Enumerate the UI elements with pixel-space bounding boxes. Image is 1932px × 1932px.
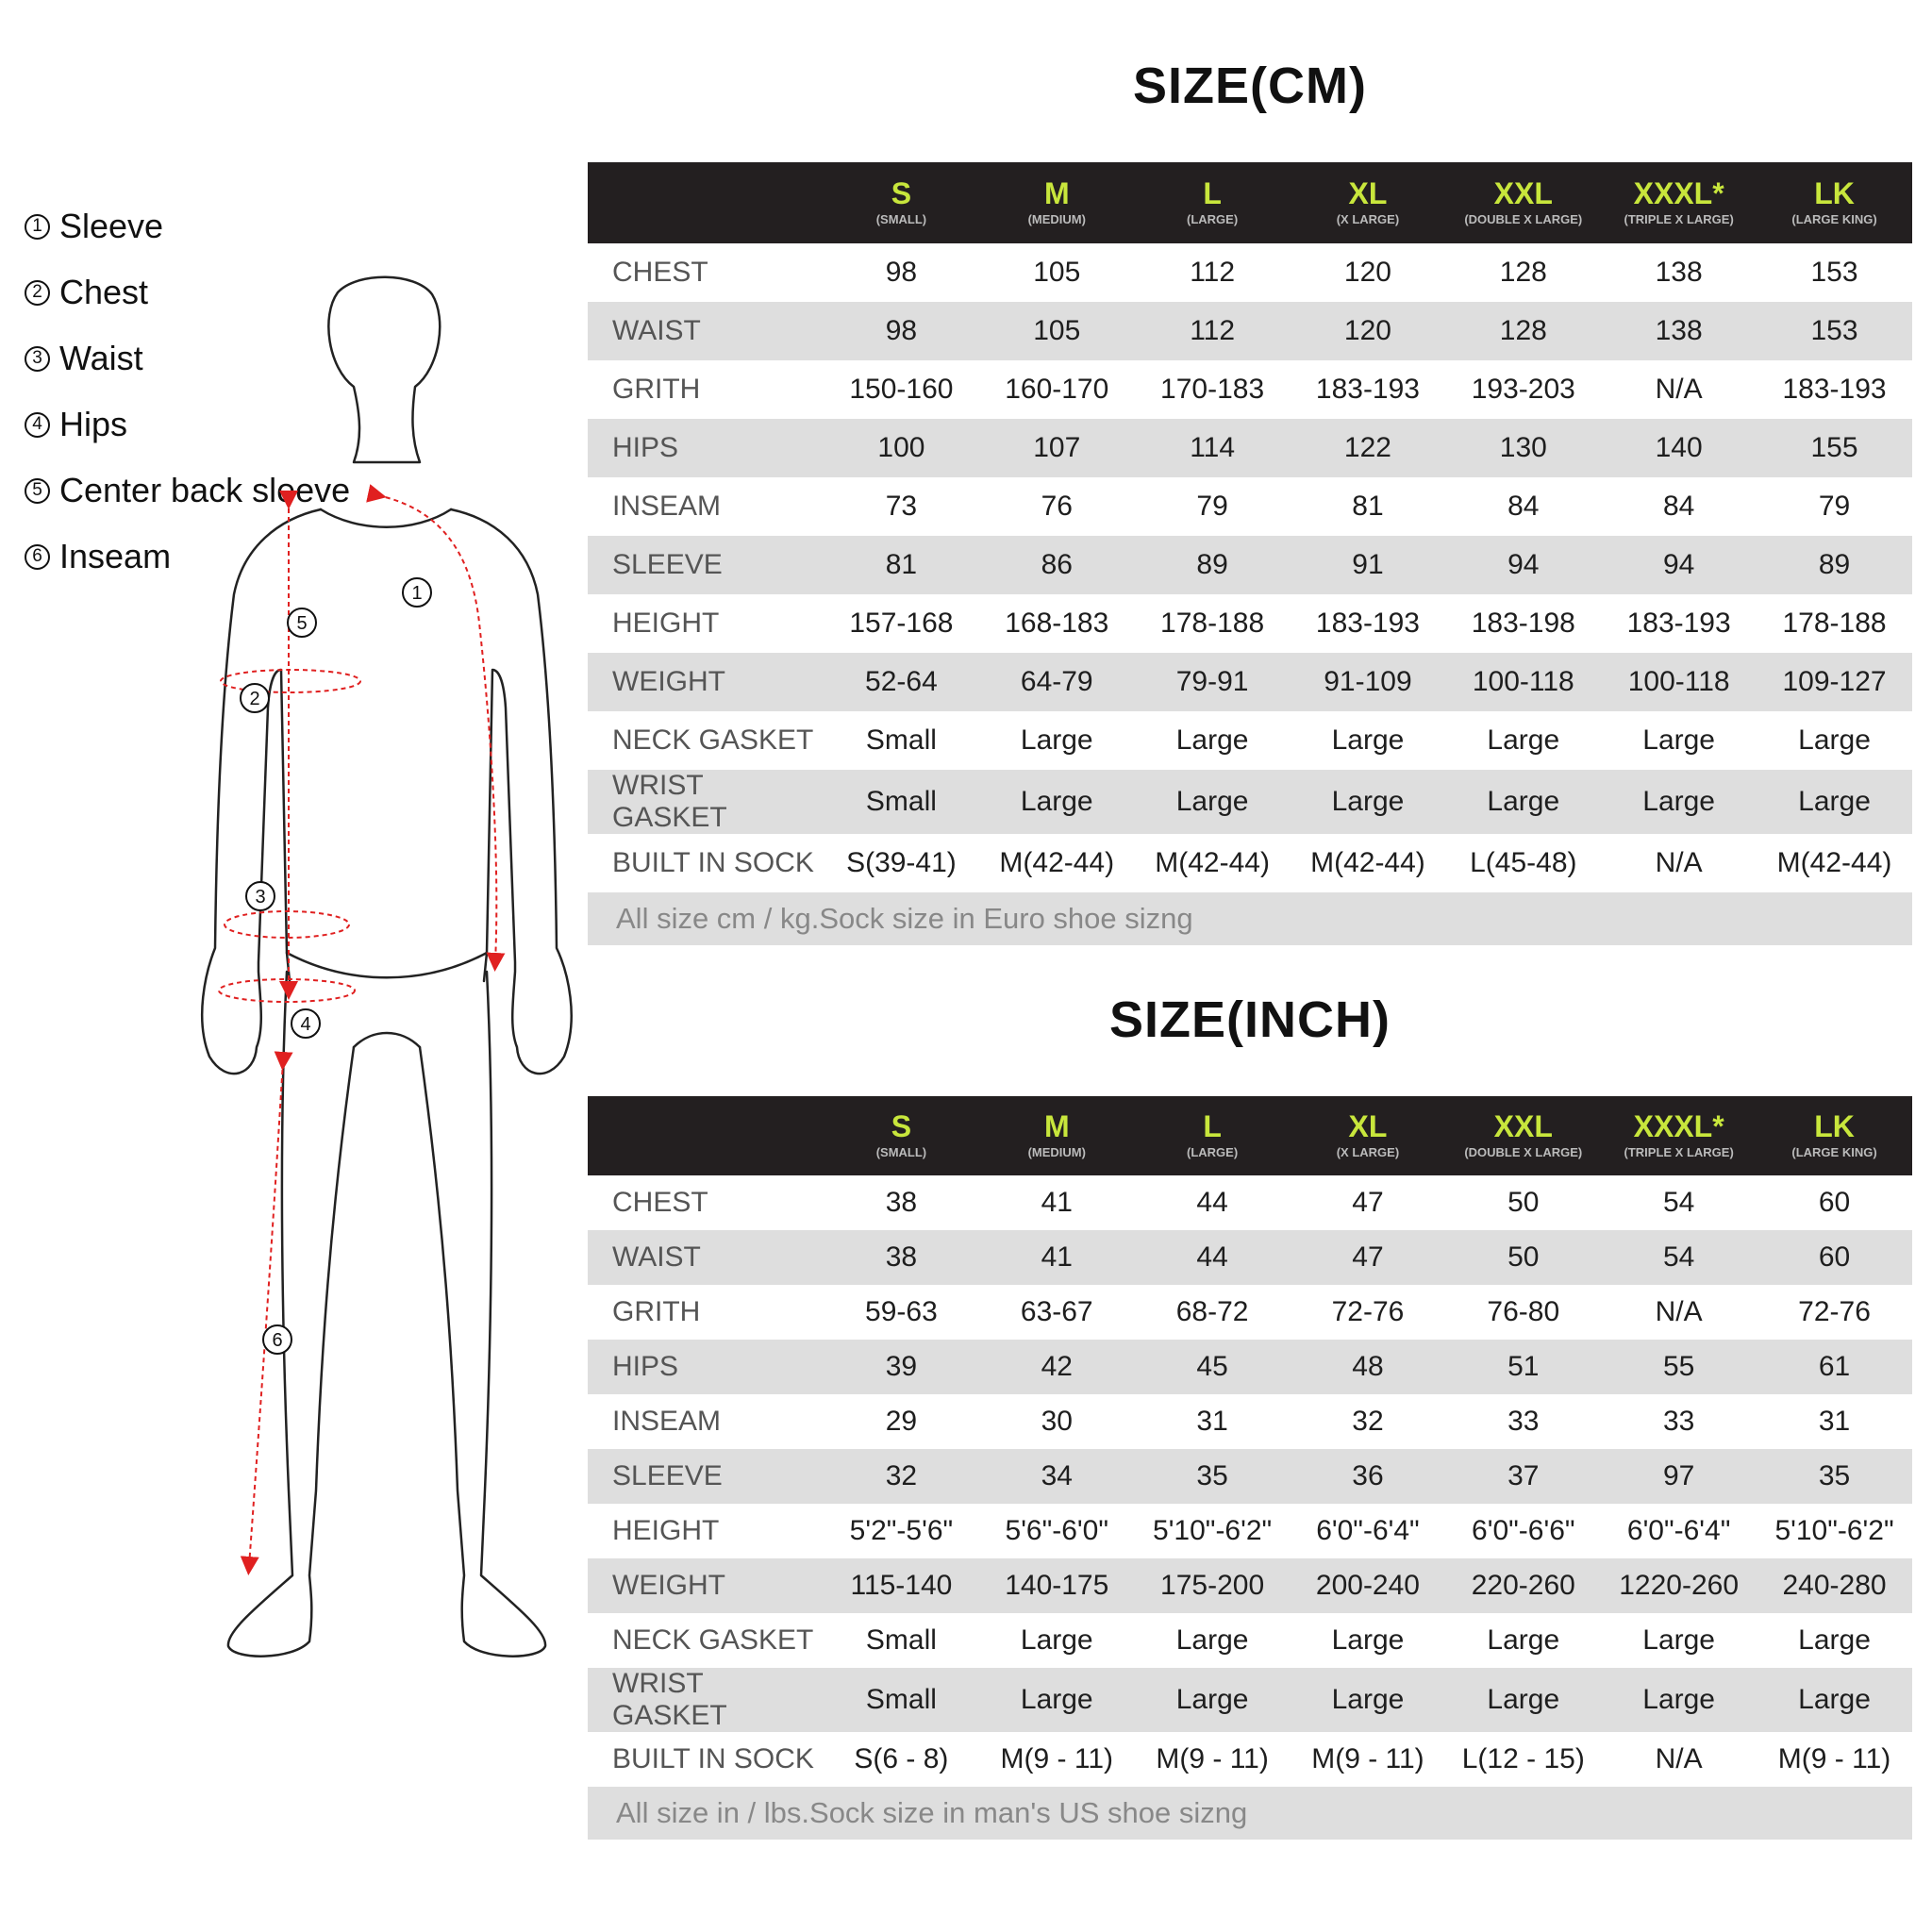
table-cell: 112 — [1190, 257, 1236, 288]
table-cell: 59-63 — [865, 1296, 938, 1327]
size-inch-title: SIZE(INCH) — [1109, 991, 1391, 1048]
size-name: (DOUBLE X LARGE) — [1464, 1145, 1583, 1159]
table-cell: 72-76 — [1331, 1296, 1405, 1327]
table-cell: 200-240 — [1291, 1558, 1446, 1613]
row-label: SLEEVE — [588, 1449, 824, 1504]
table-cell: 54 — [1662, 1187, 1695, 1218]
table-cell: Large — [1487, 1624, 1560, 1656]
size-header-cell — [824, 1096, 979, 1175]
table-cell: N/A — [1655, 1743, 1703, 1774]
table-row — [588, 1732, 1912, 1787]
row-label: WRIST GASKET — [588, 770, 824, 834]
table-note: All size in / lbs.Sock size in man's US shoe sizng — [588, 1787, 1912, 1840]
table-row — [588, 1175, 1912, 1230]
table-cell: 183-193 — [1315, 608, 1420, 639]
table-cell: 35 — [1135, 1449, 1291, 1504]
row-label: CHEST — [612, 257, 708, 288]
table-cell: 79-91 — [1135, 653, 1291, 711]
table-cell: 91-109 — [1291, 653, 1446, 711]
table-cell: M(42-44) — [1776, 847, 1892, 878]
size-cm-table — [588, 162, 1912, 945]
table-cell: N/A — [1655, 374, 1703, 405]
table-cell: 105 — [1033, 257, 1081, 288]
size-name: (X LARGE) — [1336, 1145, 1400, 1159]
legend-label: Chest — [59, 273, 149, 311]
table-cell: 160-170 — [1005, 374, 1109, 405]
table-cell: Small — [824, 1668, 979, 1732]
size-name: (LARGE KING) — [1791, 212, 1877, 226]
table-cell: Large — [1487, 724, 1560, 756]
table-row — [588, 302, 1912, 360]
table-cell: 120 — [1343, 257, 1391, 288]
table-cell: Large — [1020, 1624, 1093, 1656]
row-label: GRITH — [612, 374, 701, 405]
table-cell: 140 — [1601, 419, 1757, 477]
table-cell: 29 — [885, 1406, 918, 1437]
row-label: HIPS — [588, 1340, 824, 1394]
table-cell: 76-80 — [1487, 1296, 1560, 1327]
row-label: HEIGHT — [612, 608, 720, 639]
table-row — [588, 1449, 1912, 1504]
size-header-cell — [1445, 162, 1601, 243]
legend-number: 5 — [25, 478, 50, 504]
table-cell: 128 — [1445, 302, 1601, 360]
row-label: INSEAM — [612, 1406, 722, 1437]
table-cell: 51 — [1445, 1340, 1601, 1394]
size-header-cell — [1135, 1096, 1291, 1175]
table-cell: 183-193 — [1782, 374, 1887, 405]
row-label: NECK GASKET — [612, 724, 814, 756]
table-cell: 94 — [1601, 536, 1757, 594]
size-header-cell — [1757, 162, 1912, 243]
table-cell: N/A — [1655, 1296, 1703, 1327]
table-cell: M(9 - 11) — [1000, 1743, 1113, 1774]
table-cell: Large — [1757, 770, 1912, 834]
table-cell: 170-183 — [1160, 374, 1265, 405]
table-cell: 50 — [1507, 1187, 1540, 1218]
legend-number: 6 — [25, 544, 50, 570]
row-label: BUILT IN SOCK — [612, 847, 814, 878]
table-row — [588, 1613, 1912, 1668]
row-label: HEIGHT — [612, 1515, 720, 1546]
size-name: (SMALL) — [875, 1145, 927, 1159]
leg-left-outline — [228, 972, 354, 1657]
inseam-measure-line — [249, 1061, 283, 1566]
table-cell: 140-175 — [979, 1558, 1135, 1613]
svg-text:6: 6 — [272, 1330, 283, 1351]
table-cell: 60 — [1757, 1230, 1912, 1285]
legend-label: Inseam — [59, 537, 172, 575]
header-blank-cell — [588, 162, 824, 243]
table-cell: 31 — [1818, 1406, 1851, 1437]
size-name: (LARGE) — [1187, 212, 1239, 226]
table-cell: 115-140 — [824, 1558, 979, 1613]
table-note-row — [588, 892, 1912, 945]
table-note-row — [588, 1787, 1912, 1840]
table-cell: 6'0"-6'4" — [1626, 1515, 1731, 1546]
table-row — [588, 1504, 1912, 1558]
table-cell: Large — [1291, 770, 1446, 834]
table-row — [588, 1668, 1912, 1732]
table-cell: 44 — [1135, 1230, 1291, 1285]
legend-label: Waist — [59, 339, 143, 377]
leg-right-outline — [420, 972, 545, 1657]
table-cell: 44 — [1196, 1187, 1228, 1218]
table-cell: 5'6"-6'0" — [1005, 1515, 1108, 1546]
table-cell: M(42-44) — [999, 847, 1115, 878]
size-name: (MEDIUM) — [1027, 1145, 1086, 1159]
row-label: WRIST GASKET — [588, 1668, 824, 1732]
svg-text:4: 4 — [300, 1014, 311, 1035]
table-cell: 240-280 — [1757, 1558, 1912, 1613]
table-cell: 41 — [1041, 1187, 1073, 1218]
size-header-cell — [1291, 1096, 1446, 1175]
marker-2 — [241, 684, 269, 712]
table-cell: Small — [824, 770, 979, 834]
legend-label: Hips — [59, 405, 128, 443]
size-code: L — [1203, 1109, 1222, 1143]
table-cell: Large — [1175, 1624, 1249, 1656]
table-row — [588, 1394, 1912, 1449]
table-cell: 100 — [824, 419, 979, 477]
table-row — [588, 477, 1912, 536]
row-label: GRITH — [612, 1296, 701, 1327]
legend-label: Center back sleeve — [59, 471, 351, 509]
table-cell: 84 — [1507, 491, 1540, 522]
table-cell: 138 — [1601, 302, 1757, 360]
table-cell: 153 — [1757, 302, 1912, 360]
svg-text:3: 3 — [255, 887, 266, 908]
crotch-outline — [354, 1033, 420, 1047]
table-cell: 47 — [1352, 1187, 1384, 1218]
size-header-row — [588, 162, 1912, 243]
body-measurement-figure — [189, 274, 585, 1670]
table-cell: 79 — [1196, 491, 1228, 522]
table-cell: 55 — [1601, 1340, 1757, 1394]
table-cell: 76 — [1041, 491, 1073, 522]
table-cell: 175-200 — [1135, 1558, 1291, 1613]
table-row — [588, 1558, 1912, 1613]
table-note: All size cm / kg.Sock size in Euro shoe sizng — [588, 892, 1912, 945]
table-cell: S(39-41) — [846, 847, 957, 878]
row-label: CHEST — [612, 1187, 708, 1218]
table-cell: Large — [1135, 1668, 1291, 1732]
legend-label: Sleeve — [59, 207, 164, 245]
table-cell: 122 — [1291, 419, 1446, 477]
table-cell: 79 — [1818, 491, 1851, 522]
table-cell: 48 — [1291, 1340, 1446, 1394]
size-name: (TRIPLE X LARGE) — [1624, 1145, 1734, 1159]
legend-number: 3 — [25, 346, 50, 372]
table-cell: Large — [1020, 724, 1093, 756]
table-cell: 81 — [1352, 491, 1384, 522]
table-cell: S(6 - 8) — [854, 1743, 949, 1774]
table-cell: Small — [865, 1624, 937, 1656]
size-cm-title: SIZE(CM) — [1133, 58, 1367, 114]
waist-band — [287, 953, 487, 977]
table-cell: 193-203 — [1471, 374, 1575, 405]
table-cell: 1220-260 — [1601, 1558, 1757, 1613]
row-label: BUILT IN SOCK — [612, 1743, 814, 1774]
size-code: S — [891, 176, 912, 210]
size-code: L — [1203, 176, 1222, 210]
table-cell: 63-67 — [1020, 1296, 1093, 1327]
table-cell: 105 — [979, 302, 1135, 360]
size-header-cell — [1601, 1096, 1757, 1175]
size-code: LK — [1814, 176, 1855, 210]
size-code: XXXL* — [1633, 1109, 1724, 1143]
table-cell: 138 — [1655, 257, 1703, 288]
table-cell: M(42-44) — [1310, 847, 1425, 878]
table-cell: 112 — [1135, 302, 1291, 360]
table-cell: 37 — [1445, 1449, 1601, 1504]
torso-outline — [202, 509, 321, 1074]
table-row — [588, 1230, 1912, 1285]
table-cell: N/A — [1655, 847, 1703, 878]
table-cell: Large — [1445, 770, 1601, 834]
size-header-row — [588, 1096, 1912, 1175]
size-code: XL — [1348, 1109, 1388, 1143]
size-header-cell — [1445, 1096, 1601, 1175]
row-label: SLEEVE — [588, 536, 824, 594]
row-label: WAIST — [588, 1230, 824, 1285]
row-label: INSEAM — [612, 491, 722, 522]
table-row — [588, 711, 1912, 770]
table-cell: Large — [979, 1668, 1135, 1732]
table-cell: M(9 - 11) — [1311, 1743, 1424, 1774]
table-cell: 42 — [979, 1340, 1135, 1394]
marker-1 — [403, 578, 431, 607]
table-cell: 41 — [979, 1230, 1135, 1285]
table-cell: 35 — [1757, 1449, 1912, 1504]
table-cell: 5'10"-6'2" — [1774, 1515, 1894, 1546]
sleeve-measure-line — [377, 495, 496, 962]
table-cell: 155 — [1757, 419, 1912, 477]
table-cell: Large — [1798, 1624, 1871, 1656]
table-cell: 81 — [824, 536, 979, 594]
size-name: (MEDIUM) — [1027, 212, 1086, 226]
table-cell: L(12 - 15) — [1461, 1743, 1585, 1774]
table-cell: Large — [1601, 770, 1757, 834]
table-cell: 128 — [1499, 257, 1547, 288]
table-cell: M(9 - 11) — [1156, 1743, 1269, 1774]
table-cell: M(42-44) — [1155, 847, 1270, 878]
row-label: WAIST — [588, 302, 824, 360]
table-cell: 120 — [1291, 302, 1446, 360]
row-label: WEIGHT — [588, 1558, 824, 1613]
size-code: XXL — [1493, 176, 1553, 210]
size-header-cell — [1757, 1096, 1912, 1175]
table-cell: 100-118 — [1601, 653, 1757, 711]
size-header-cell — [979, 1096, 1135, 1175]
chest-measure-line — [221, 670, 360, 692]
table-cell: Large — [1175, 724, 1249, 756]
table-cell: 64-79 — [979, 653, 1135, 711]
table-cell: 54 — [1601, 1230, 1757, 1285]
table-cell: 68-72 — [1175, 1296, 1249, 1327]
size-header-cell — [1135, 162, 1291, 243]
table-cell: 94 — [1445, 536, 1601, 594]
table-cell: 100-118 — [1445, 653, 1601, 711]
table-cell: Large — [1798, 724, 1871, 756]
marker-6 — [263, 1325, 291, 1354]
legend-item — [25, 193, 350, 259]
table-cell: 130 — [1445, 419, 1601, 477]
table-row — [588, 594, 1912, 653]
table-cell: 114 — [1135, 419, 1291, 477]
table-cell: Large — [1291, 1668, 1446, 1732]
table-cell: 50 — [1445, 1230, 1601, 1285]
table-cell: 52-64 — [824, 653, 979, 711]
row-label: NECK GASKET — [612, 1624, 814, 1656]
body-outline-svg — [189, 274, 585, 1670]
table-cell: Large — [1135, 770, 1291, 834]
table-cell: 84 — [1662, 491, 1695, 522]
table-cell: Large — [1757, 1668, 1912, 1732]
table-cell: 38 — [885, 1187, 918, 1218]
size-name: (LARGE KING) — [1791, 1145, 1877, 1159]
legend-number: 1 — [25, 214, 50, 240]
legend-number: 2 — [25, 280, 50, 306]
table-cell: 5'2"-5'6" — [849, 1515, 954, 1546]
size-code: M — [1043, 1109, 1070, 1143]
table-cell: 31 — [1196, 1406, 1228, 1437]
table-cell: 36 — [1291, 1449, 1446, 1504]
size-code: XXL — [1493, 1109, 1553, 1143]
table-cell: Large — [1331, 1624, 1405, 1656]
table-row — [588, 834, 1912, 892]
table-cell: 60 — [1818, 1187, 1851, 1218]
table-cell: Large — [1642, 724, 1715, 756]
size-code: XXXL* — [1633, 176, 1724, 210]
size-code: XL — [1348, 176, 1388, 210]
size-name: (X LARGE) — [1336, 212, 1400, 226]
table-row — [588, 360, 1912, 419]
table-row — [588, 653, 1912, 711]
svg-text:1: 1 — [411, 583, 423, 604]
table-cell: 183-193 — [1626, 608, 1731, 639]
marker-3 — [246, 882, 275, 910]
table-cell: 178-188 — [1782, 608, 1887, 639]
table-cell: 32 — [1352, 1406, 1384, 1437]
table-cell: 168-183 — [1005, 608, 1109, 639]
table-cell: 6'0"-6'6" — [1472, 1515, 1575, 1546]
table-cell: 45 — [1135, 1340, 1291, 1394]
table-cell: 183-193 — [1315, 374, 1420, 405]
table-cell: L(45-48) — [1470, 847, 1577, 878]
size-code: M — [1043, 176, 1070, 210]
table-row — [588, 243, 1912, 302]
table-cell: 86 — [979, 536, 1135, 594]
table-cell: 38 — [824, 1230, 979, 1285]
legend-number: 4 — [25, 412, 50, 438]
table-cell: Large — [1601, 1668, 1757, 1732]
table-cell: 91 — [1291, 536, 1446, 594]
table-cell: 61 — [1757, 1340, 1912, 1394]
table-cell: 150-160 — [849, 374, 954, 405]
table-cell: 6'0"-6'4" — [1316, 1515, 1420, 1546]
table-row — [588, 536, 1912, 594]
table-cell: 98 — [824, 302, 979, 360]
table-cell: 73 — [885, 491, 918, 522]
size-header-cell — [979, 162, 1135, 243]
table-cell: 39 — [824, 1340, 979, 1394]
torso-outline-right — [451, 509, 572, 1074]
table-cell: 89 — [1135, 536, 1291, 594]
table-cell: Large — [1445, 1668, 1601, 1732]
table-cell: 72-76 — [1798, 1296, 1871, 1327]
marker-5 — [288, 608, 316, 637]
table-cell: 32 — [824, 1449, 979, 1504]
size-name: (SMALL) — [875, 212, 927, 226]
table-cell: 97 — [1601, 1449, 1757, 1504]
marker-4 — [291, 1009, 320, 1038]
table-cell: 183-198 — [1471, 608, 1575, 639]
table-row — [588, 1340, 1912, 1394]
row-label: WEIGHT — [588, 653, 824, 711]
table-cell: 89 — [1757, 536, 1912, 594]
size-header-cell — [1601, 162, 1757, 243]
table-cell: Large — [1642, 1624, 1715, 1656]
size-header-cell — [824, 162, 979, 243]
header-blank-cell — [588, 1096, 824, 1175]
table-cell: 5'10"-6'2" — [1153, 1515, 1273, 1546]
table-row — [588, 1285, 1912, 1340]
table-cell: 33 — [1662, 1406, 1695, 1437]
collar-outline — [321, 509, 451, 527]
svg-text:2: 2 — [249, 689, 260, 709]
head-outline — [328, 277, 440, 462]
row-label: HIPS — [588, 419, 824, 477]
table-cell: 30 — [1041, 1406, 1073, 1437]
table-cell: Small — [865, 724, 937, 756]
table-cell: 34 — [979, 1449, 1135, 1504]
size-name: (LARGE) — [1187, 1145, 1239, 1159]
table-cell: 220-260 — [1445, 1558, 1601, 1613]
table-cell: 107 — [979, 419, 1135, 477]
table-cell: 98 — [885, 257, 918, 288]
table-cell: Large — [1331, 724, 1405, 756]
size-code: S — [891, 1109, 912, 1143]
size-code: LK — [1814, 1109, 1855, 1143]
table-cell: 153 — [1810, 257, 1858, 288]
table-cell: 178-188 — [1160, 608, 1265, 639]
size-name: (TRIPLE X LARGE) — [1624, 212, 1734, 226]
table-row — [588, 770, 1912, 834]
table-row — [588, 419, 1912, 477]
table-cell: 109-127 — [1757, 653, 1912, 711]
size-header-cell — [1291, 162, 1446, 243]
table-cell: 47 — [1291, 1230, 1446, 1285]
svg-text:5: 5 — [296, 613, 308, 634]
table-cell: 157-168 — [849, 608, 954, 639]
size-inch-table — [588, 1096, 1912, 1840]
table-cell: 33 — [1507, 1406, 1540, 1437]
size-name: (DOUBLE X LARGE) — [1464, 212, 1583, 226]
table-cell: Large — [979, 770, 1135, 834]
table-cell: M(9 - 11) — [1777, 1743, 1891, 1774]
